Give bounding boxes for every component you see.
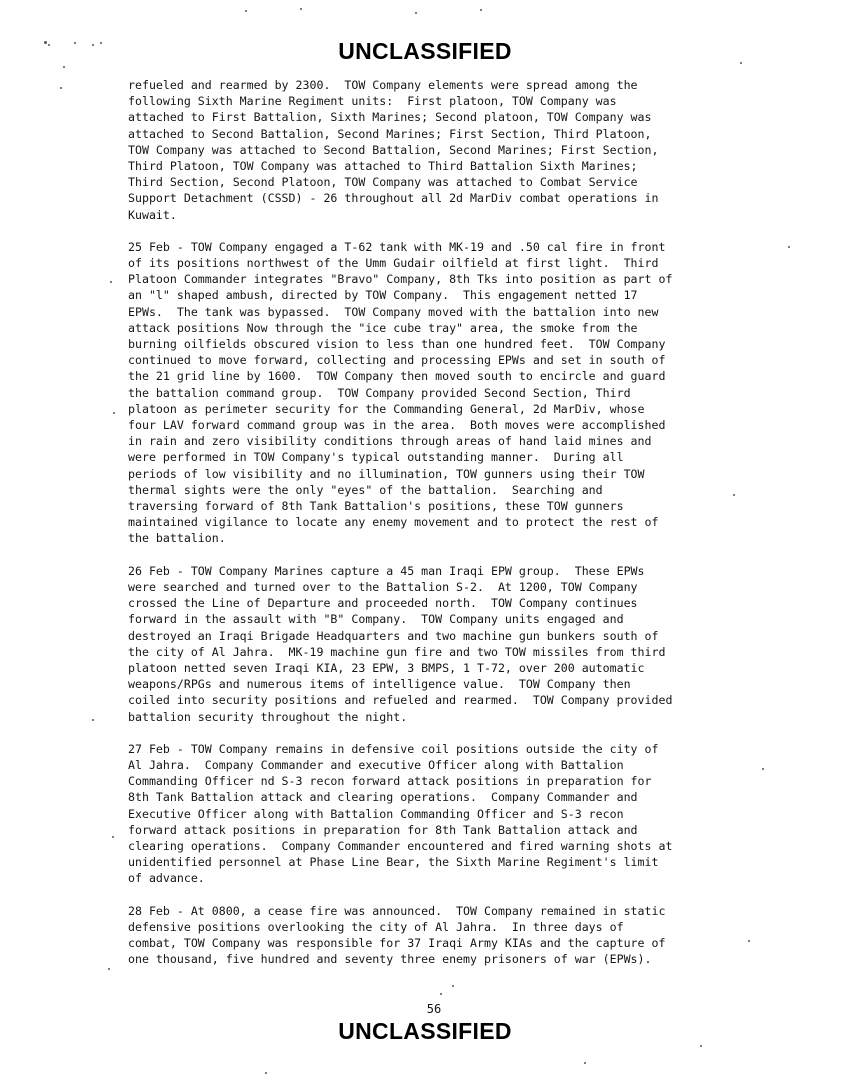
scan-speck: [700, 1045, 702, 1047]
classification-footer: UNCLASSIFIED: [338, 1018, 512, 1044]
text-line: continued to move forward, collecting and processing EPWs and set in south of: [128, 353, 666, 368]
text-line: of its positions northwest of the Umm Gudair oilfield at first light. Third: [128, 256, 659, 271]
text-line: unidentified personnel at Phase Line Bear, the Sixth Marine Regiment's limit: [128, 855, 659, 870]
scan-speck: [63, 66, 65, 68]
document-body: [128, 77, 778, 983]
text-line: attached to Second Battalion, Second Marines; First Section, Third Platoon,: [128, 126, 652, 141]
scan-speck: [762, 768, 764, 770]
scan-speck: [92, 719, 94, 721]
text-line: attached to First Battalion, Sixth Marines; Second platoon, TOW Company was: [128, 110, 652, 125]
text-line: were performed in TOW Company's typical outstanding manner. During all: [128, 450, 624, 465]
text-line: crossed the Line of Departure and proceeded north. TOW Company continues: [128, 596, 638, 611]
scan-speck: [245, 10, 247, 12]
text-line: the city of Al Jahra. MK-19 machine gun fire and two TOW missiles from third: [128, 644, 666, 659]
scan-speck: [60, 87, 62, 89]
scan-speck: [110, 281, 112, 283]
paragraph: [128, 563, 778, 725]
text-line: Support Detachment (CSSD) - 26 throughout all 2d MarDiv combat operations in: [128, 191, 659, 206]
text-line: Third Section, Second Platoon, TOW Company was attached to Combat Service: [128, 175, 638, 190]
text-line: the battalion command group. TOW Company provided Second Section, Third: [128, 385, 631, 400]
text-line: in rain and zero visibility conditions through areas of hand laid mines and: [128, 434, 652, 449]
text-line: platoon netted seven Iraqi KIA, 23 EPW, 3 BMPS, 1 T-72, over 200 automatic: [128, 660, 645, 675]
text-line: 25 Feb - TOW Company engaged a T-62 tank with MK-19 and .50 cal fire in front: [128, 239, 666, 254]
text-line: destroyed an Iraqi Brigade Headquarters and two machine gun bunkers south of: [128, 628, 659, 643]
text-line: forward attack positions in preparation for 8th Tank Battalion attack and: [128, 822, 638, 837]
scan-speck: [112, 836, 114, 838]
text-line: 26 Feb - TOW Company Marines capture a 45 man Iraqi EPW group. These EPWs: [128, 563, 645, 578]
text-line: clearing operations. Company Commander encountered and fired warning shots at: [128, 838, 673, 853]
text-line: maintained vigilance to locate any enemy movement and to protect the rest of: [128, 515, 659, 530]
text-line: following Sixth Marine Regiment units: First platoon, TOW Company was: [128, 94, 617, 109]
text-line: coiled into security positions and refueled and rearmed. TOW Company provided: [128, 693, 673, 708]
page-number: 56: [426, 1002, 442, 1016]
text-line: battalion security throughout the night.: [128, 709, 408, 724]
scan-speck: [415, 12, 417, 14]
scan-speck: [44, 41, 47, 44]
text-line: 8th Tank Battalion attack and clearing operations. Company Commander and: [128, 790, 638, 805]
scan-speck: [748, 940, 750, 942]
text-line: thermal sights were the only "eyes" of the battalion. Searching and: [128, 482, 603, 497]
text-line: the battalion.: [128, 531, 226, 546]
text-line: Third Platoon, TOW Company was attached to Third Battalion Sixth Marines;: [128, 159, 638, 174]
scan-speck: [584, 1062, 586, 1064]
paragraph: [128, 903, 778, 968]
text-line: refueled and rearmed by 2300. TOW Company elements were spread among the: [128, 78, 638, 92]
text-line: EPWs. The tank was bypassed. TOW Company moved with the battalion into new: [128, 304, 659, 319]
paragraph: [128, 239, 778, 547]
text-line: platoon as perimeter security for the Commanding General, 2d MarDiv, whose: [128, 401, 645, 416]
text-line: four LAV forward command group was in the area. Both moves were accomplished: [128, 418, 666, 433]
text-line: weapons/RPGs and numerous items of intelligence value. TOW Company then: [128, 677, 631, 692]
scan-speck: [788, 246, 790, 248]
text-line: one thousand, five hundred and seventy three enemy prisoners of war (EPWs).: [128, 952, 652, 967]
scan-speck: [113, 412, 115, 414]
scan-speck: [265, 1072, 267, 1074]
text-line: Platoon Commander integrates "Bravo" Company, 8th Tks into position as part of: [128, 272, 673, 287]
text-line: attack positions Now through the "ice cube tray" area, the smoke from the: [128, 320, 638, 335]
text-line: periods of low visibility and no illumination, TOW gunners using their TOW: [128, 466, 645, 481]
text-line: the 21 grid line by 1600. TOW Company then moved south to encircle and guard: [128, 369, 666, 384]
text-line: burning oilfields obscured vision to less than one hundred feet. TOW Company: [128, 337, 666, 352]
scan-speck: [48, 44, 50, 46]
scan-speck: [100, 42, 102, 44]
classification-header: UNCLASSIFIED: [338, 38, 512, 64]
text-line: forward in the assault with "B" Company. TOW Company units engaged and: [128, 612, 624, 627]
text-line: Executive Officer along with Battalion Commanding Officer and S-3 recon: [128, 806, 624, 821]
scan-speck: [452, 985, 454, 987]
scan-speck: [740, 62, 742, 64]
text-line: Al Jahra. Company Commander and executive Officer along with Battalion: [128, 757, 624, 772]
text-line: Commanding Officer nd S-3 recon forward attack positions in preparation for: [128, 774, 652, 789]
scan-speck: [480, 9, 482, 11]
text-line: were searched and turned over to the Battalion S-2. At 1200, TOW Company: [128, 579, 638, 594]
text-line: 27 Feb - TOW Company remains in defensive coil positions outside the city of: [128, 741, 659, 756]
scan-speck: [440, 993, 442, 995]
text-line: Kuwait.: [128, 207, 177, 222]
paragraph: [128, 741, 778, 887]
text-line: traversing forward of 8th Tank Battalion's positions, these TOW gunners: [128, 499, 624, 514]
paragraph: [128, 77, 778, 223]
text-line: an "l" shaped ambush, directed by TOW Company. This engagement netted 17: [128, 288, 638, 303]
scan-speck: [74, 42, 76, 44]
scan-speck: [733, 494, 735, 496]
text-line: of advance.: [128, 871, 205, 886]
text-line: 28 Feb - At 0800, a cease fire was announced. TOW Company remained in static: [128, 903, 666, 918]
scan-speck: [300, 8, 302, 10]
text-line: TOW Company was attached to Second Battalion, Second Marines; First Section,: [128, 142, 659, 157]
scan-speck: [92, 44, 94, 46]
scan-speck: [108, 968, 110, 970]
text-line: combat, TOW Company was responsible for 37 Iraqi Army KIAs and the capture of: [128, 935, 666, 950]
text-line: defensive positions overlooking the city of Al Jahra. In three days of: [128, 919, 624, 934]
